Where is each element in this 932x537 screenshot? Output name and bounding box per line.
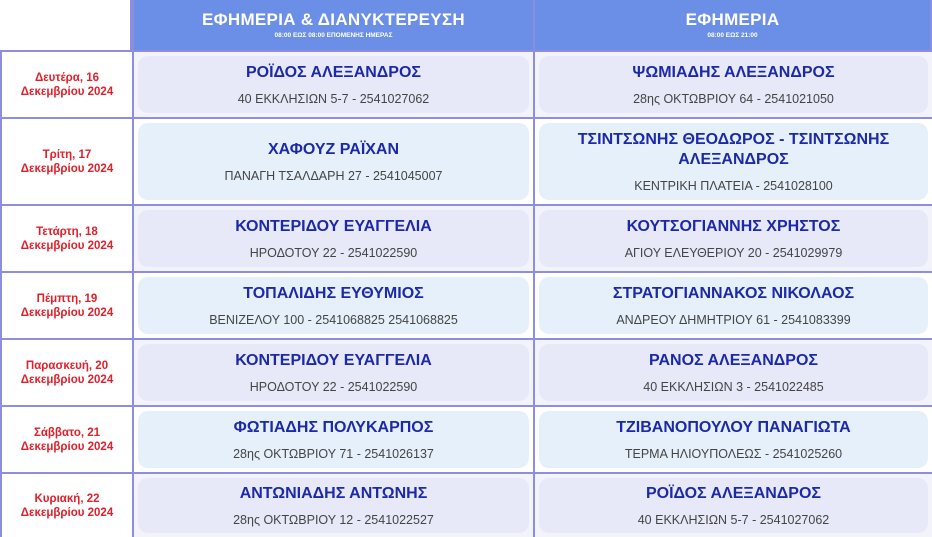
overnight-pharmacy-cell [134, 407, 533, 472]
pharmacy-name: ΤΖΙΒΑΝΟΠΟΥΛΟΥ ΠΑΝΑΓΙΩΤΑ [616, 419, 851, 436]
day-cell [2, 474, 132, 537]
table-row [0, 340, 932, 405]
pharmacy-address: 28ης ΟΚΤΩΒΡΙΟΥ 71 - 2541026137 [233, 447, 434, 461]
pharmacy-address: 28ης ΟΚΤΩΒΡΙΟΥ 64 - 2541021050 [633, 92, 834, 106]
day-label: Σάββατο, 21 [33, 426, 101, 439]
day-label: Δευτέρα, 16 [34, 71, 100, 84]
day-cell [2, 273, 132, 338]
overnight-pharmacy-cell [134, 206, 533, 271]
pharmacy-address: ΚΕΝΤΡΙΚΗ ΠΛΑΤΕΙΑ - 2541028100 [634, 179, 833, 193]
day-pharmacy-cell [535, 273, 932, 338]
pharmacy-name: ΦΩΤΙΑΔΗΣ ΠΟΛΥΚΑΡΠΟΣ [233, 419, 434, 436]
header-empty-cell [0, 0, 132, 50]
pharmacy-name: ΤΟΠΑΛΙΔΗΣ ΕΥΘΥΜΙΟΣ [243, 285, 424, 302]
pharmacy-address: ΤΕΡΜΑ ΗΛΙΟΥΠΟΛΕΩΣ - 2541025260 [624, 447, 843, 461]
pharmacy-address: 40 ΕΚΚΛΗΣΙΩΝ 3 - 2541022485 [643, 380, 824, 394]
pharmacy-address: ΗΡΟΔΟΤΟΥ 22 - 2541022590 [249, 246, 418, 260]
day-pharmacy-cell [535, 52, 932, 117]
day-label: Πέμπτη, 19 [36, 292, 98, 305]
header-day-hours: 08:00 ΕΩΣ 21:00 [707, 32, 758, 39]
day-label: Τρίτη, 17 [42, 148, 92, 161]
table-row [0, 119, 932, 204]
month-label: Δεκεμβρίου 2024 [20, 239, 114, 252]
day-pharmacy-cell [535, 340, 932, 405]
pharmacy-name: ΑΝΤΩΝΙΑΔΗΣ ΑΝΤΩΝΗΣ [239, 485, 428, 502]
month-label: Δεκεμβρίου 2024 [20, 85, 114, 98]
pharmacy-name: ΧΑΦΟΥΖ ΡΑΪΧΑΝ [267, 141, 400, 158]
pharmacy-name: ΣΤΡΑΤΟΓΙΑΝΝΑΚΟΣ ΝΙΚΟΛΑΟΣ [612, 285, 855, 302]
day-pharmacy-cell [535, 119, 932, 204]
pharmacy-address: 40 ΕΚΚΛΗΣΙΩΝ 5-7 - 2541027062 [637, 513, 830, 527]
month-label: Δεκεμβρίου 2024 [20, 506, 114, 519]
pharmacy-address: ΑΝΔΡΕΟΥ ΔΗΜΗΤΡΙΟΥ 61 - 2541083399 [616, 313, 851, 327]
day-label: Κυριακή, 22 [34, 492, 100, 505]
pharmacy-address: ΗΡΟΔΟΤΟΥ 22 - 2541022590 [249, 380, 418, 394]
table-row [0, 273, 932, 338]
header-overnight-hours: 08:00 ΕΩΣ 08:00 ΕΠΟΜΕΝΗΣ ΗΜΕΡΑΣ [274, 32, 393, 39]
day-pharmacy-cell [535, 474, 932, 537]
pharmacy-address: ΠΑΝΑΓΗ ΤΣΑΛΔΑΡΗ 27 - 2541045007 [224, 169, 443, 183]
day-cell [2, 340, 132, 405]
header-overnight-duty [134, 0, 533, 50]
pharmacy-name: ΤΣΙΝΤΣΩΝΗΣ ΘΕΟΔΩΡΟΣ - ΤΣΙΝΤΣΩΝΗΣ ΑΛΕΞΑΝΔΡΟΣ [577, 131, 890, 168]
month-label: Δεκεμβρίου 2024 [20, 162, 114, 175]
day-cell [2, 52, 132, 117]
pharmacy-name: ΡΟΪΔΟΣ ΑΛΕΞΑΝΔΡΟΣ [245, 64, 422, 81]
overnight-pharmacy-cell [134, 52, 533, 117]
overnight-pharmacy-cell [134, 474, 533, 537]
day-label: Τετάρτη, 18 [36, 225, 98, 238]
day-label: Παρασκευή, 20 [25, 359, 109, 372]
day-pharmacy-cell [535, 206, 932, 271]
overnight-pharmacy-cell [134, 119, 533, 204]
pharmacy-address: ΑΓΙΟΥ ΕΛΕΥΘΕΡΙΟΥ 20 - 2541029979 [624, 246, 843, 260]
month-label: Δεκεμβρίου 2024 [20, 440, 114, 453]
header-day-duty [535, 0, 932, 50]
pharmacy-name: ΚΟΥΤΣΟΓΙΑΝΝΗΣ ΧΡΗΣΤΟΣ [626, 218, 841, 235]
overnight-pharmacy-cell [134, 340, 533, 405]
table-row [0, 206, 932, 271]
table-row [0, 474, 932, 537]
pharmacy-address: ΒΕΝΙΖΕΛΟΥ 100 - 2541068825 2541068825 [209, 313, 458, 327]
pharmacy-name: ΡΑΝΟΣ ΑΛΕΞΑΝΔΡΟΣ [648, 352, 818, 369]
pharmacy-name: ΡΟΪΔΟΣ ΑΛΕΞΑΝΔΡΟΣ [645, 485, 822, 502]
day-cell [2, 407, 132, 472]
table-row [0, 52, 932, 117]
pharmacy-name: ΨΩΜΙΑΔΗΣ ΑΛΕΞΑΝΔΡΟΣ [632, 64, 835, 81]
pharmacy-address: 28ης ΟΚΤΩΒΡΙΟΥ 12 - 2541022527 [233, 513, 434, 527]
overnight-pharmacy-cell [134, 273, 533, 338]
day-cell [2, 206, 132, 271]
day-pharmacy-cell [535, 407, 932, 472]
table-row [0, 407, 932, 472]
pharmacy-name: ΚΟΝΤΕΡΙΔΟΥ ΕΥΑΓΓΕΛΙΑ [235, 352, 432, 369]
header-day-title: ΕΦΗΜΕΡΙΑ [685, 10, 780, 29]
pharmacy-address: 40 ΕΚΚΛΗΣΙΩΝ 5-7 - 2541027062 [237, 92, 430, 106]
month-label: Δεκεμβρίου 2024 [20, 373, 114, 386]
pharmacy-name: ΚΟΝΤΕΡΙΔΟΥ ΕΥΑΓΓΕΛΙΑ [235, 218, 432, 235]
header-overnight-title: ΕΦΗΜΕΡΙΑ & ΔΙΑΝΥΚΤΕΡΕΥΣΗ [201, 10, 466, 29]
day-cell [2, 119, 132, 204]
month-label: Δεκεμβρίου 2024 [20, 306, 114, 319]
